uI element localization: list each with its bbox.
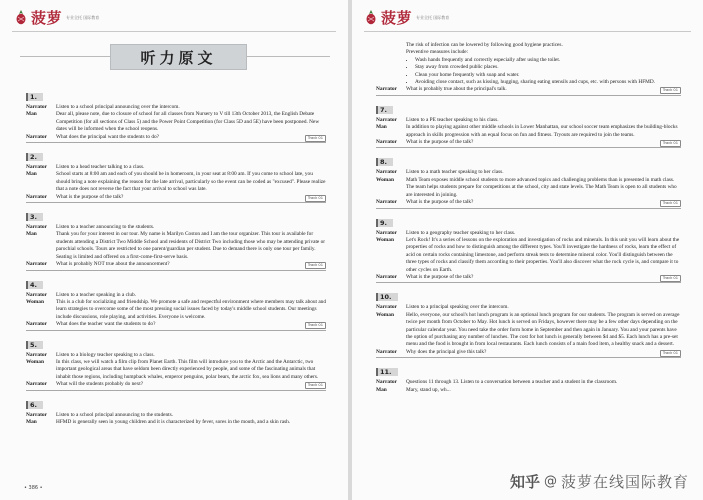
speaker-label: Woman <box>376 176 394 183</box>
speaker-label: Man <box>26 111 37 118</box>
transcript-line <box>376 304 681 311</box>
pineapple-logo-icon <box>364 9 378 25</box>
transcript-text: Listen to a biology teacher speaking to a class. <box>56 351 155 358</box>
transcript-line <box>376 312 681 349</box>
transcript-text: Listen to a teacher announcing to the students. <box>56 224 155 231</box>
audio-track-badge[interactable]: Track 01 <box>305 262 326 269</box>
transcript-line <box>26 231 326 261</box>
header-divider <box>364 31 691 32</box>
transcript-text: Math Team exposes middle school students to more advanced topics and challenging problems than is presented in math class. The team helps students prepare for competitions at the school, city and state levels. The Math Team is open to all students who are interested in joining. <box>406 176 677 198</box>
speaker-label: Man <box>26 171 37 178</box>
question-number: 2. <box>26 153 43 161</box>
transcript-line <box>376 387 681 394</box>
transcript-line <box>26 111 326 133</box>
question-text: What is the purpose of the talk? <box>406 139 474 146</box>
audio-track-badge[interactable]: Track 01 <box>305 322 326 329</box>
transcript-text: Listen to a teacher speaking in a club. <box>56 291 137 298</box>
question-block <box>376 361 681 394</box>
question-number: 3. <box>26 213 43 221</box>
intro-block <box>376 42 681 96</box>
audio-track-badge[interactable]: Track 01 <box>660 350 681 357</box>
transcript-line <box>376 230 681 237</box>
transcript-line <box>26 352 326 359</box>
transcript-text: Thank you for your interest in our tour. My name is Marilyn Coston and I am the tour organizer. This tour is available for students attending a District Two Middle School and residents of District Two including those who may be attending private or parochial schools. Tours are restricted to one parent/guardian per student. Due to demand there is only one tour per family. Seating is limited and offered on a first-come-first-serve basis. <box>56 231 326 260</box>
question-text: What is probably NOT true about the announcement? <box>56 261 170 268</box>
transcript-text: Let's Rock! It's a series of lessons on the exploration and investigation of rocks and minerals. In this unit you will learn about the properties of rocks and how to distinguish among the different types. You'll investigate the hardness of rocks, learn the effect of acid on certain rocks containing limestone, and perform streak tests to determine mineral color. You'll distinguish between the three types of rocks and classify them according to their properties. You'll also discover what the rock cycle is, and compare it to other cycles on Earth. <box>406 236 680 273</box>
intro-line <box>376 49 681 56</box>
question-block <box>26 334 326 391</box>
speaker-label: Narrator <box>26 321 47 328</box>
question-text: Why does the principal give this talk? <box>406 348 487 355</box>
speaker-label: Woman <box>26 298 44 305</box>
question-number: 7. <box>376 106 393 114</box>
transcript-text: Dear all, please note, due to closure of school for all classes from Nursery to V till 13th October 2013, the English Debate Competition (for all sections of Class 5) and the Power Point Competition (for Class 5D and 5E) have been postponed. New dates will be informed when the school reopens. <box>56 111 320 133</box>
bullet-item: • Avoiding close contact, such as kissing, hugging, sharing eating utensils and cups, etc. with persons with HFMD. <box>415 79 681 86</box>
header-logo <box>14 6 99 28</box>
speaker-label: Narrator <box>376 304 397 311</box>
transcript-line <box>376 124 681 139</box>
speaker-label: Narrator <box>26 104 47 110</box>
question-block <box>26 274 326 331</box>
header-divider <box>12 31 336 32</box>
speaker-label: Narrator <box>26 381 47 388</box>
audio-track-badge[interactable]: Track 01 <box>660 200 681 207</box>
transcript-text: Listen to a PE teacher speaking to his class. <box>406 116 499 123</box>
logo-text: 菠萝 <box>31 8 63 27</box>
transcript-line <box>26 299 326 321</box>
speaker-label: Narrator <box>376 229 397 236</box>
prevention-list <box>376 57 681 87</box>
speaker-label: Narrator <box>26 193 47 200</box>
transcript-line <box>26 171 326 193</box>
transcript-text: In addition to playing against other middle schools in Lower Manhattan, our school soccer team emphasizes the building-blocks approach in skills progression with an equal focus on fun and fitness. Tryouts are required to join the teams. <box>406 124 678 138</box>
logo-text: 菠萝 <box>381 8 413 27</box>
speaker-label: Narrator <box>26 164 47 171</box>
question-number: 8. <box>376 158 393 166</box>
question-block <box>26 86 326 143</box>
speaker-label: Woman <box>376 311 394 318</box>
question-text: What will the students probably do next? <box>56 381 144 388</box>
question-line <box>26 261 326 270</box>
question-number: 5. <box>26 341 43 349</box>
speaker-label: Narrator <box>26 411 47 418</box>
bullet-item: • Clean your home frequently with soap and water. <box>415 72 681 79</box>
watermark-at: @ <box>543 474 557 489</box>
question-line <box>376 199 681 208</box>
question-block <box>376 151 681 208</box>
speaker-label: Narrator <box>376 116 397 123</box>
transcript-line <box>26 359 326 381</box>
watermark <box>510 471 689 492</box>
question-line <box>26 381 326 390</box>
question-block <box>376 99 681 149</box>
transcript-line <box>376 177 681 199</box>
speaker-label: Narrator <box>26 261 47 268</box>
speaker-label: Narrator <box>376 139 397 146</box>
speaker-label: Woman <box>376 236 394 243</box>
section-title: 听力原文 <box>110 44 247 70</box>
question-text: What is the purpose of the talk? <box>406 199 474 206</box>
transcript-text: Listen to a head teacher talking to a class. <box>56 164 145 171</box>
speaker-label: Man <box>26 418 37 425</box>
question-line <box>376 139 681 148</box>
bullet-list <box>406 57 681 87</box>
speaker-label: Narrator <box>26 133 47 140</box>
left-transcript <box>26 86 326 429</box>
question-number: 10. <box>376 293 398 301</box>
question-line <box>26 194 326 203</box>
pineapple-logo-icon <box>14 9 28 25</box>
transcript-text: Mary, stand up, wh... <box>406 386 451 393</box>
question-line <box>26 321 326 330</box>
transcript-text: HFMD is generally seen in young children and it is characterized by fever, sores in the mouth, and a skin rash. <box>56 418 291 425</box>
question-number: 1. <box>26 93 43 101</box>
watermark-platform: 知乎 <box>509 473 540 491</box>
question-text: What is the purpose of the talk? <box>406 273 474 280</box>
speaker-label: Narrator <box>26 224 47 231</box>
question-block <box>376 286 681 358</box>
speaker-label: Narrator <box>376 273 397 280</box>
transcript-line <box>26 419 326 426</box>
transcript-text: Listen to a principal speaking over the intercom. <box>406 304 509 311</box>
audio-track-badge[interactable]: Track 01 <box>660 275 681 282</box>
transcript-line <box>26 412 326 419</box>
page-number: • 386 • <box>24 485 43 491</box>
logo-subtitle: 专业全托 国际教育 <box>416 14 450 20</box>
question-number: 6. <box>26 401 43 409</box>
left-page <box>0 0 348 500</box>
title-rule-right <box>246 56 330 57</box>
question-text: What is probably true about the principal's talk. <box>406 86 507 93</box>
question-number: 11. <box>376 368 398 376</box>
logo-subtitle: 专业全托 国际教育 <box>66 14 100 20</box>
audio-track-badge[interactable]: Track 01 <box>305 382 326 389</box>
question-block <box>26 394 326 427</box>
speaker-label: Narrator <box>376 86 397 93</box>
speaker-label: Narrator <box>376 379 397 386</box>
speaker-label: Narrator <box>376 169 397 176</box>
transcript-line <box>376 169 681 176</box>
indent-spacer <box>376 57 406 87</box>
right-page <box>352 0 703 500</box>
question-number: 4. <box>26 281 43 289</box>
question-block <box>26 146 326 203</box>
question-line <box>376 349 681 358</box>
audio-track-badge[interactable]: Track 01 <box>660 140 681 147</box>
question-block <box>376 212 681 284</box>
speaker-label: Man <box>376 386 387 393</box>
transcript-line <box>376 237 681 274</box>
speaker-label: Woman <box>26 358 44 365</box>
transcript-text: Hello, everyone, our school's hot lunch program is an optional lunch program for our students. The program is served on average twice per month from October to May. Hot lunch is served on Fridays, however there may be a few other days depending on the particular calendar year. You need take the order form home in September and then again in January. You and your parents have the option of purchasing any number of lunches. The cost for hot lunch is generally between $4 and $5. Each lunch has a pre-set menu and the food is brought in from local restaurants. Each lunch consists of a main food item, a healthy snack and a dessert. <box>406 311 680 348</box>
transcript-text: In this class, we will watch a film clip from Planet Earth. This film will introduce you to the Arctic and the Antarctic, two important geological areas that have seldom been directly experienced by people, and some of the fascinating animals that inhabit those regions, including humpback whales, emperor penguins, polar bears, the arctic fox, sea lions and many others. <box>56 358 319 380</box>
audio-track-badge[interactable]: Track 01 <box>305 195 326 202</box>
question-line <box>376 274 681 283</box>
prevention-list-body <box>406 57 681 87</box>
speaker-label: Narrator <box>26 351 47 358</box>
audio-track-badge[interactable]: Track 01 <box>660 87 681 94</box>
right-transcript <box>376 42 681 397</box>
transcript-line <box>26 292 326 299</box>
question-line <box>26 134 326 143</box>
watermark-account: 菠萝在线国际教育 <box>560 473 689 491</box>
transcript-text: Questions 11 through 13. Listen to a conversation between a teacher and a student in the classroom. <box>406 379 618 386</box>
question-text: What is the purpose of the talk? <box>56 193 124 200</box>
speaker-label: Man <box>376 124 387 131</box>
indent-spacer <box>376 42 406 49</box>
intro-text: The risk of infection can be lowered by following good hygiene practices. <box>406 42 563 48</box>
question-text: What does the principal want the students to do? <box>56 133 159 140</box>
transcript-line <box>376 379 681 386</box>
bullet-item: • Wash hands frequently and correctly especially after using the toilet. <box>415 57 681 64</box>
audio-track-badge[interactable]: Track 01 <box>305 135 326 142</box>
header-logo <box>364 6 449 28</box>
intro-text: Preventive measures include: <box>406 49 469 56</box>
transcript-text: School starts at 8:00 am and each of you should be in homeroom, in your seat at 8:00 am. If you come to school late, you should bring a note explaining the reason for the late arrival, particularly so the event can be coded as "excused". Please realize that a note does not reverse the fact that your arrival to school was late. <box>56 171 326 193</box>
transcript-text: This is a club for socializing and friendship. We promote a safe and respectful environment where members may talk about and learn strategies to overcome some of the most pressing social issues faced by today's middle school students. Our meetings include discussions, role playing, and activities. Everyone is welcome. <box>56 298 326 320</box>
speaker-label: Narrator <box>376 348 397 355</box>
question-text: What does the teacher want the students to do? <box>56 321 156 328</box>
speaker-label: Narrator <box>376 199 397 206</box>
title-rule-left <box>20 56 110 57</box>
transcript-text: Listen to a geography teacher speaking to her class. <box>406 229 516 236</box>
question-block <box>26 206 326 270</box>
transcript-text: Listen to a math teacher speaking to her class. <box>406 169 504 176</box>
speaker-label: Man <box>26 231 37 238</box>
transcript-text: Listen to a school principal announcing to the students. <box>56 411 173 418</box>
transcript-line <box>376 117 681 124</box>
transcript-text: Listen to a school principal announcing over the intercom. <box>56 104 180 110</box>
question-number: 9. <box>376 219 393 227</box>
indent-spacer <box>376 49 406 56</box>
question-line <box>376 86 681 95</box>
intro-line <box>376 42 681 49</box>
bullet-item: • Stay away from crowded public places. <box>415 64 681 71</box>
speaker-label: Narrator <box>26 291 47 298</box>
